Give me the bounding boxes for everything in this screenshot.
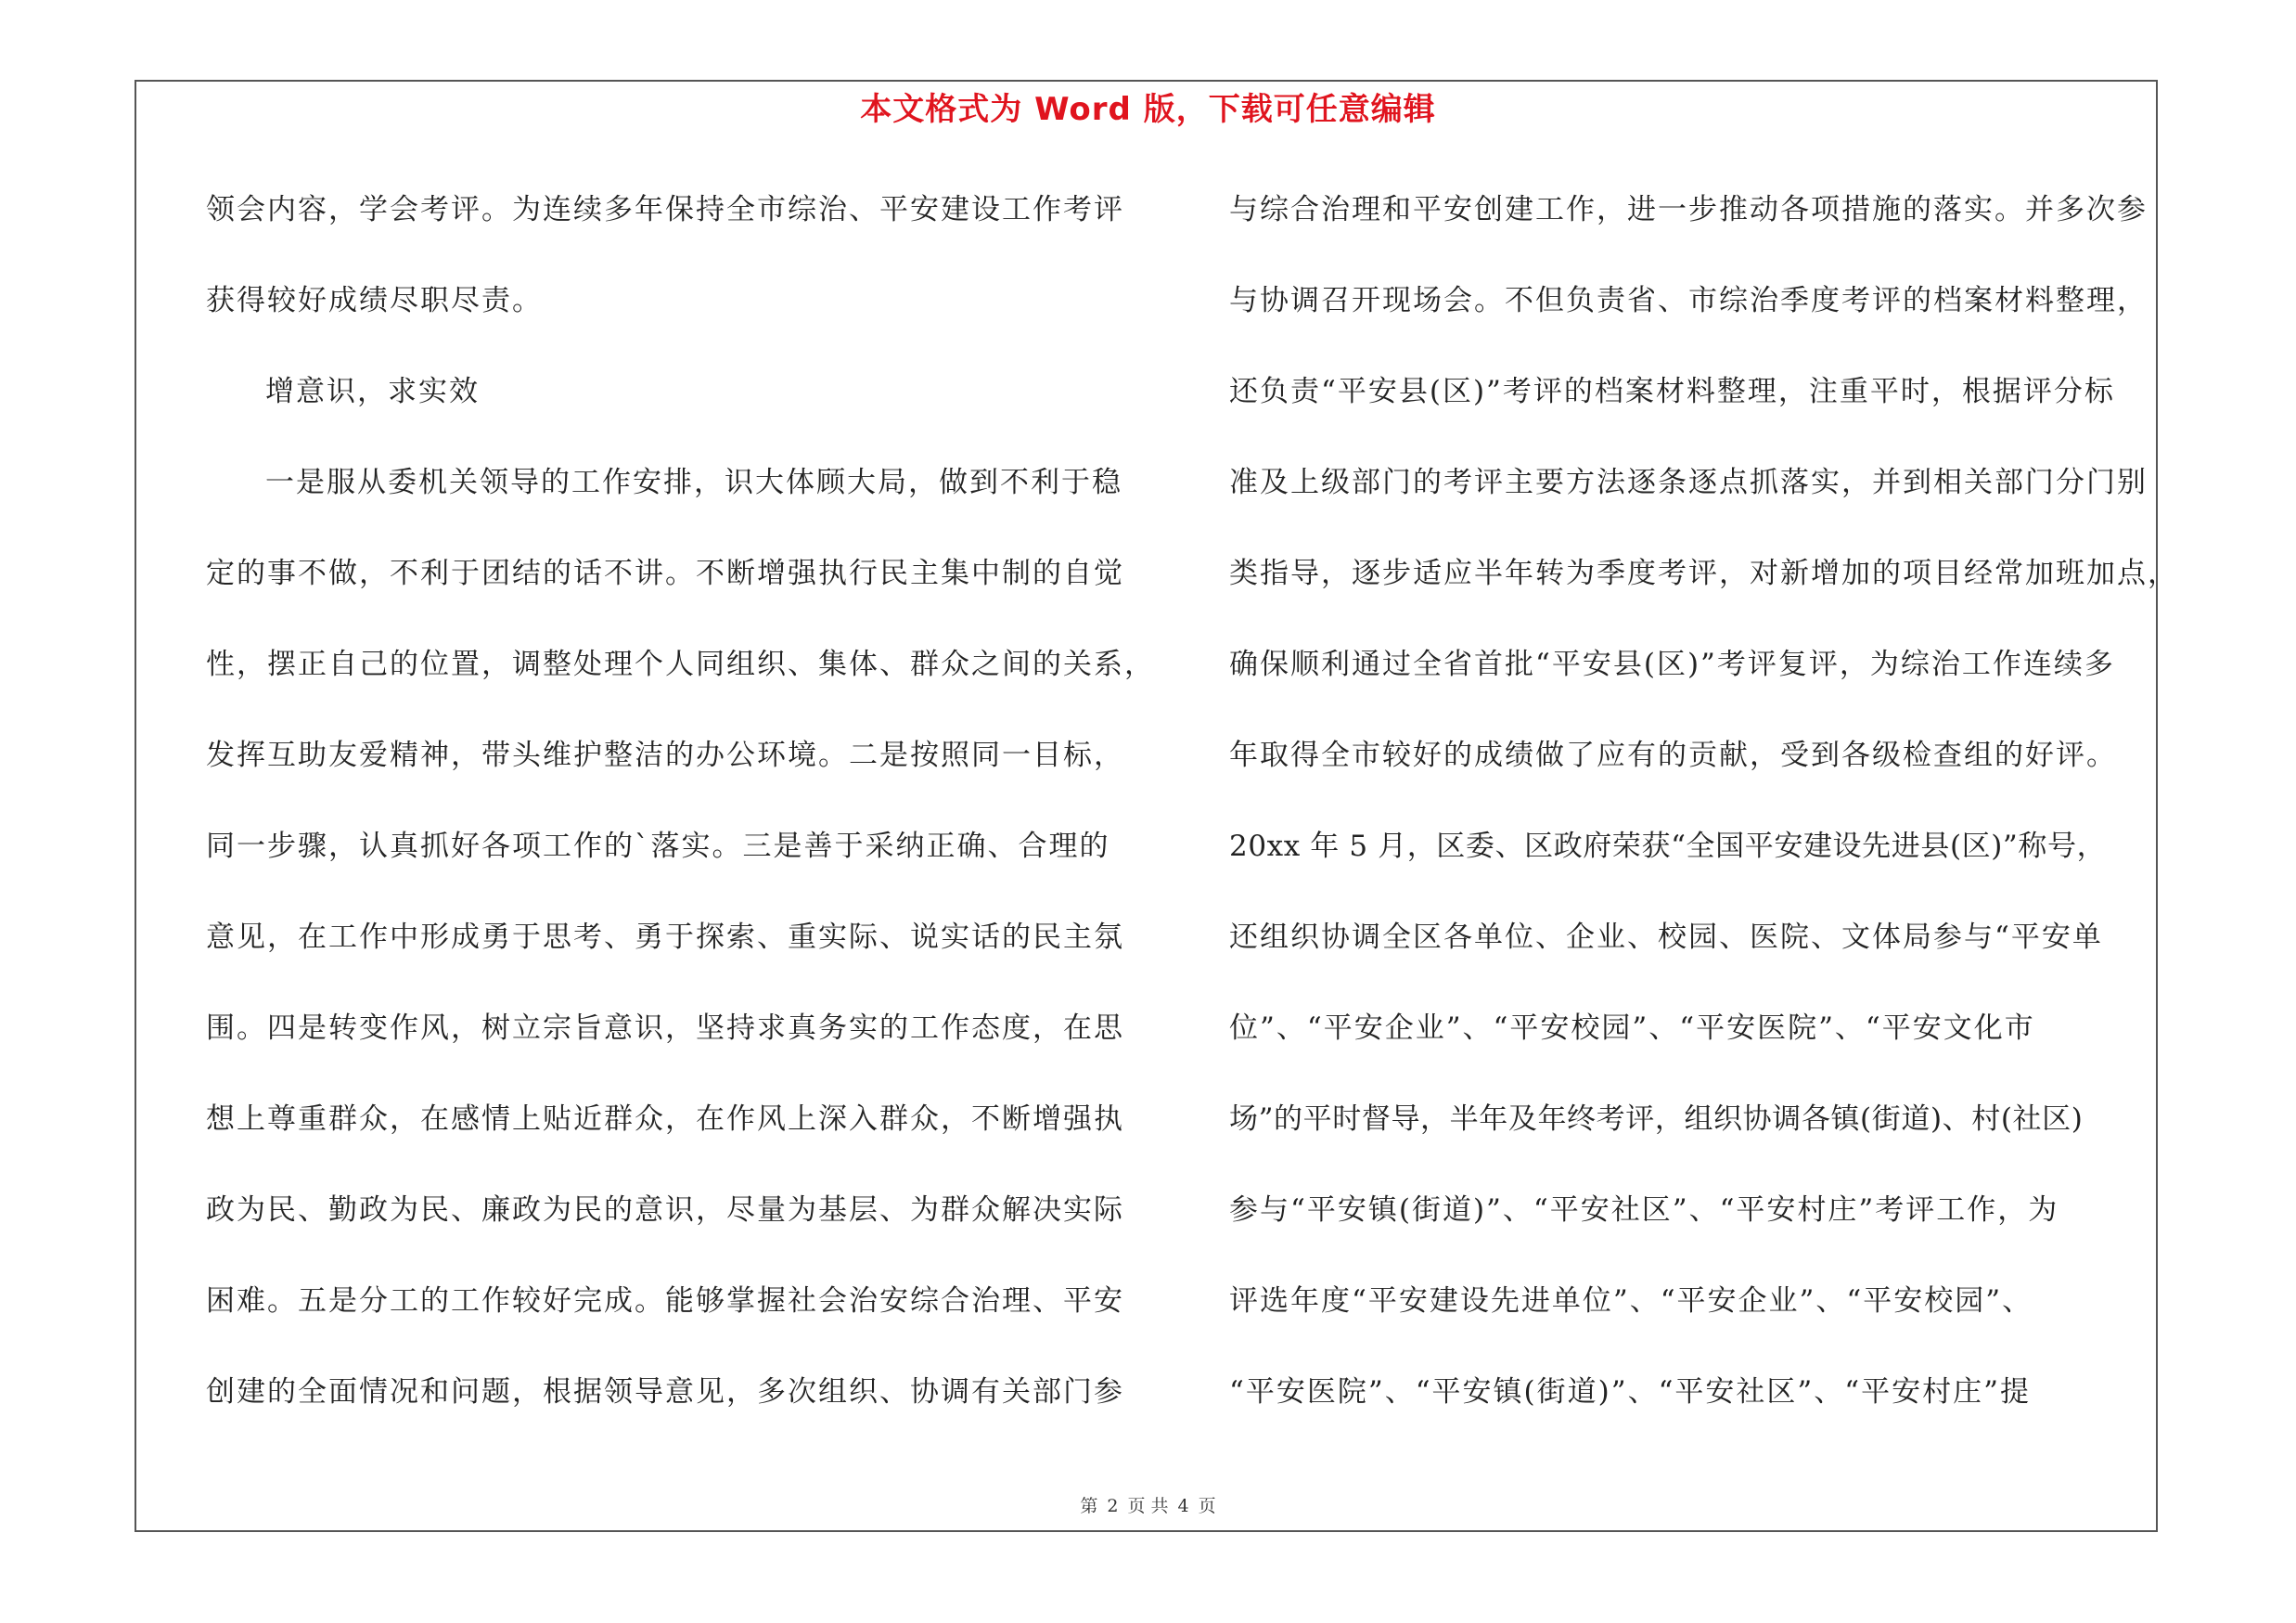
paragraph-line: 意见，在工作中形成勇于思考、勇于探索、重实际、说实话的民主氛 [206, 921, 1124, 954]
paragraph-line: 定的事不做，不利于团结的话不讲。不断增强执行民主集中制的自觉 [206, 557, 1124, 590]
paragraph-line: 参与“平安镇(街道)”、“平安社区”、“平安村庄”考评工作，为 [1229, 1193, 2059, 1227]
paragraph-line: 同一步骤，认真抓好各项工作的`落实。三是善于采纳正确、合理的 [206, 830, 1110, 863]
paragraph-line: 领会内容，学会考评。为连续多年保持全市综治、平安建设工作考评 [206, 193, 1124, 226]
paragraph-line: 准及上级部门的考评主要方法逐条逐点抓落实，并到相关部门分门别 [1229, 466, 2148, 499]
paragraph-line: “平安医院”、“平安镇(街道)”、“平安社区”、“平安村庄”提 [1229, 1375, 2031, 1409]
left-column [206, 182, 1155, 1455]
paragraph-line: 场”的平时督导，半年及年终考评，组织协调各镇(街道)、村(社区) [1229, 1102, 2084, 1136]
right-column [1229, 182, 2178, 1455]
footer-middle: 页 共 [1127, 1496, 1169, 1516]
paragraph-line: 位”、“平安企业”、“平安校园”、“平安医院”、“平安文化市 [1229, 1011, 2035, 1045]
section-heading: 增意识，求实效 [265, 375, 480, 408]
footer-prefix: 第 [1080, 1496, 1098, 1516]
paragraph-line: 与协调召开现场会。不但负责省、市综治季度考评的档案材料整理， [1229, 284, 2148, 317]
paragraph-line: 围。四是转变作风，树立宗旨意识，坚持求真务实的工作态度，在思 [206, 1011, 1124, 1045]
paragraph-line: 想上尊重群众，在感情上贴近群众，在作风上深入群众，不断增强执 [206, 1102, 1124, 1136]
paragraph-line: 发挥互助友爱精神，带头维护整洁的办公环境。二是按照同一目标， [206, 739, 1124, 772]
current-page-number: 2 [1107, 1496, 1119, 1516]
paragraph-line: 获得较好成绩尽职尽责。 [206, 284, 543, 317]
paragraph-line: 困难。五是分工的工作较好完成。能够掌握社会治安综合治理、平安 [206, 1284, 1124, 1318]
footer-suffix: 页 [1198, 1496, 1216, 1516]
paragraph-line: 与综合治理和平安创建工作，进一步推动各项措施的落实。并多次参 [1229, 193, 2148, 226]
paragraph-line: 20xx 年 5 月，区委、区政府荣获“全国平安建设先进县(区)”称号， [1229, 830, 2107, 863]
paragraph-line: 创建的全面情况和问题，根据领导意见，多次组织、协调有关部门参 [206, 1375, 1124, 1409]
paragraph-line: 政为民、勤政为民、廉政为民的意识，尽量为基层、为群众解决实际 [206, 1193, 1124, 1227]
paragraph-line: 一是服从委机关领导的工作安排，识大体顾大局，做到不利于稳 [265, 466, 1122, 499]
page-number-footer [0, 1494, 2296, 1518]
paragraph-line: 还负责“平安县(区)”考评的档案材料整理，注重平时，根据评分标 [1229, 375, 2115, 408]
word-format-banner: 本文格式为 Word 版，下载可任意编辑 [860, 91, 1436, 128]
paragraph-line: 还组织协调全区各单位、企业、校园、医院、文体局参与“平安单 [1229, 921, 2103, 954]
paragraph-line: 年取得全市较好的成绩做了应有的贡献，受到各级检查组的好评。 [1229, 739, 2117, 772]
paragraph-line: 性，摆正自己的位置，调整处理个人同组织、集体、群众之间的关系， [206, 648, 1155, 681]
paragraph-line: 评选年度“平安建设先进单位”、“平安企业”、“平安校园”、 [1229, 1284, 2033, 1318]
total-page-count: 4 [1177, 1496, 1189, 1516]
paragraph-line: 类指导，逐步适应半年转为季度考评，对新增加的项目经常加班加点， [1229, 557, 2178, 590]
paragraph-line: 确保顺利通过全省首批“平安县(区)”考评复评，为综治工作连续多 [1229, 648, 2115, 681]
